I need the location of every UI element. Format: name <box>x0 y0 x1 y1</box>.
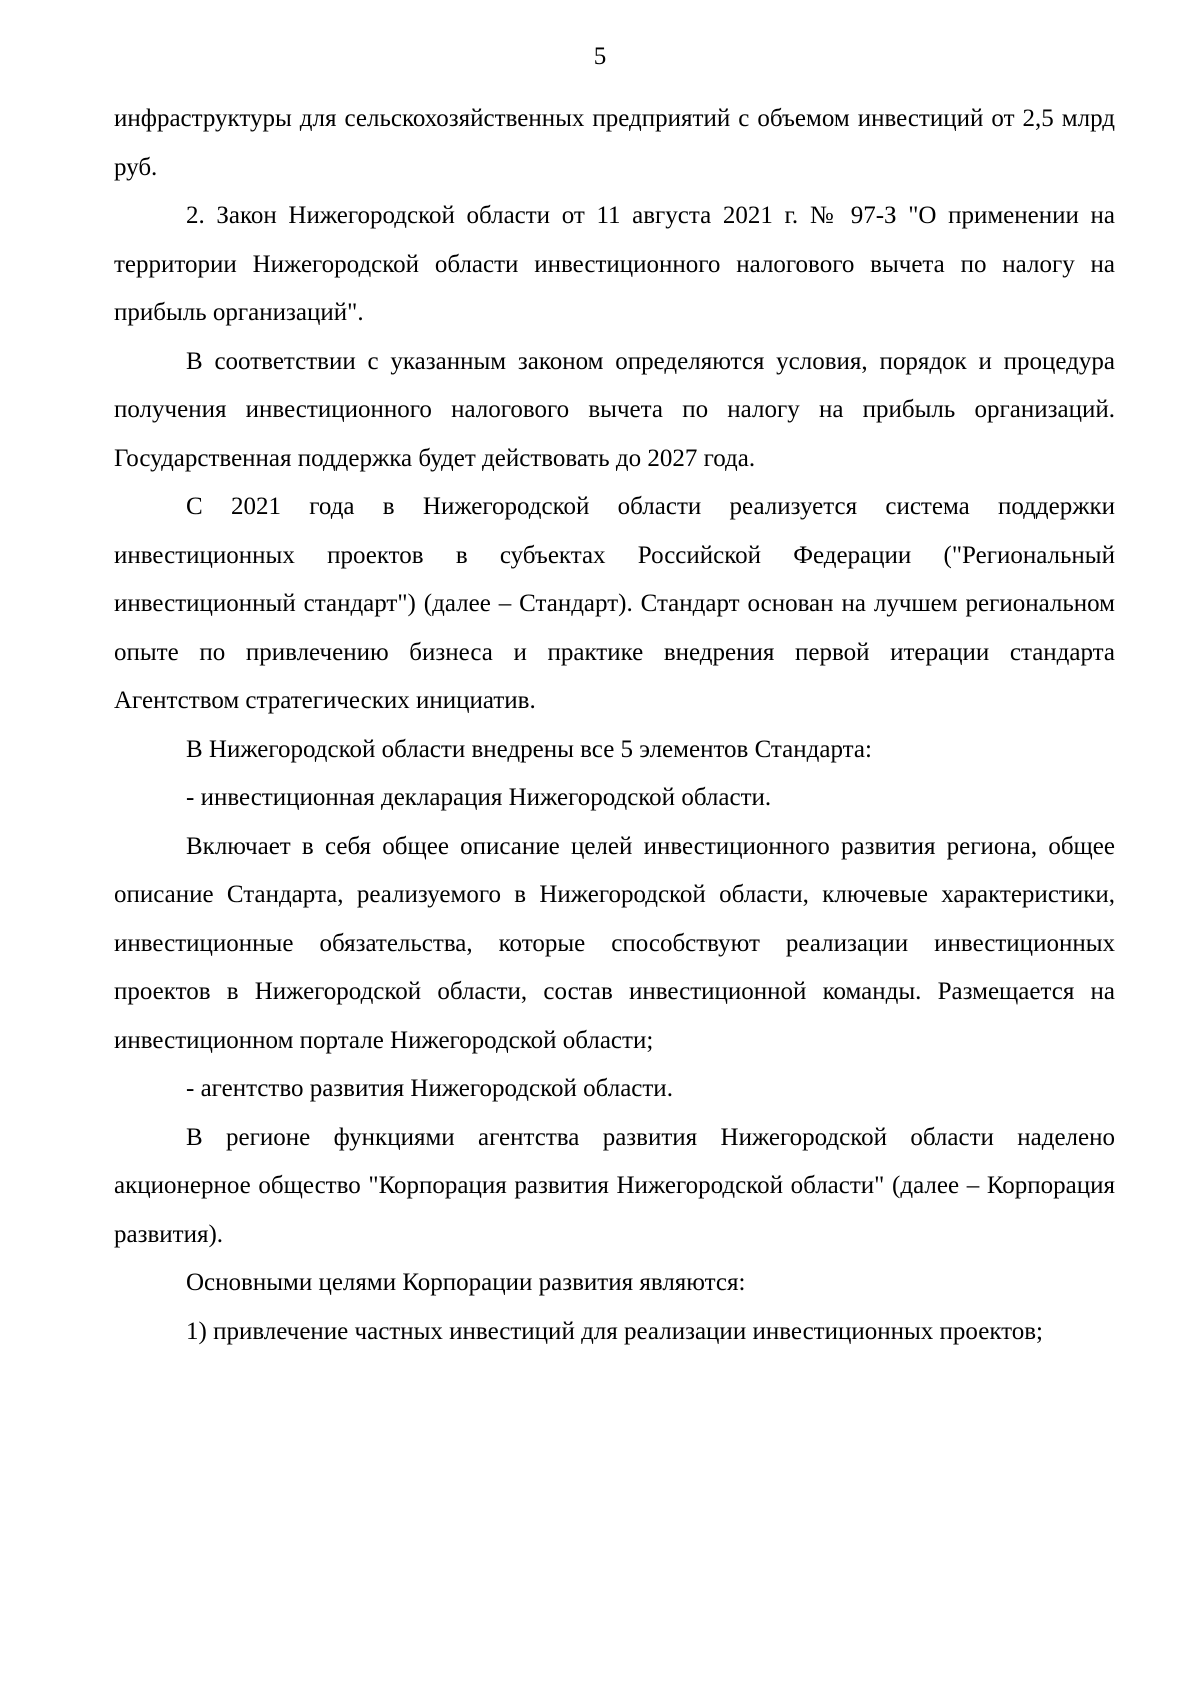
paragraph: В соответствии с указанным законом определяются условия, порядок и процедура получения инвестиционного налогового вычета по налогу на прибыль организаций. Государственная поддержка будет действовать до 2027 года. <box>114 347 1115 472</box>
list-item: - агентство развития Нижегородской области. <box>186 1075 673 1102</box>
paragraph: Основными целями Корпорации развития являются: <box>186 1269 746 1296</box>
paragraph: 2. Закон Нижегородской области от 11 августа 2021 г. № 97-З "О применении на территории Нижегородской области инвестиционного налогового вычета по налогу на прибыль организаций". <box>114 202 1115 326</box>
paragraph: В Нижегородской области внедрены все 5 элементов Стандарта: <box>186 735 872 763</box>
paragraph: С 2021 года в Нижегородской области реализуется система поддержки инвестиционных проектов в субъектах Российской Федерации ("Региональный инвестиционный стандарт") (далее – Стандарт). Стандарт основан на лучшем региональном опыте по привлечению бизнеса и практике внедрения первой итерации стандарта Агентством стратегических инициатив. <box>114 493 1115 714</box>
document-body <box>114 95 1115 1356</box>
list-item: 1) привлечение частных инвестиций для реализации инвестиционных проектов; <box>186 1317 1043 1345</box>
list-item: - инвестиционная декларация Нижегородской области. <box>186 784 772 811</box>
paragraph: инфраструктуры для сельскохозяйственных предприятий с объемом инвестиций от 2,5 млрд руб. <box>114 105 1115 181</box>
paragraph: Включает в себя общее описание целей инвестиционного развития региона, общее описание Стандарта, реализуемого в Нижегородской области, ключевые характеристики, инвестиционные обязательства, которые способствуют реализации инвестиционных проектов в Нижегородской области, состав инвестиционной команды. Размещается на инвестиционном портале Нижегородской области; <box>114 832 1115 1054</box>
paragraph: В регионе функциями агентства развития Нижегородской области наделено акционерное общество "Корпорация развития Нижегородской области" (далее – Корпорация развития). <box>114 1123 1115 1248</box>
page-number: 5 <box>593 43 607 70</box>
